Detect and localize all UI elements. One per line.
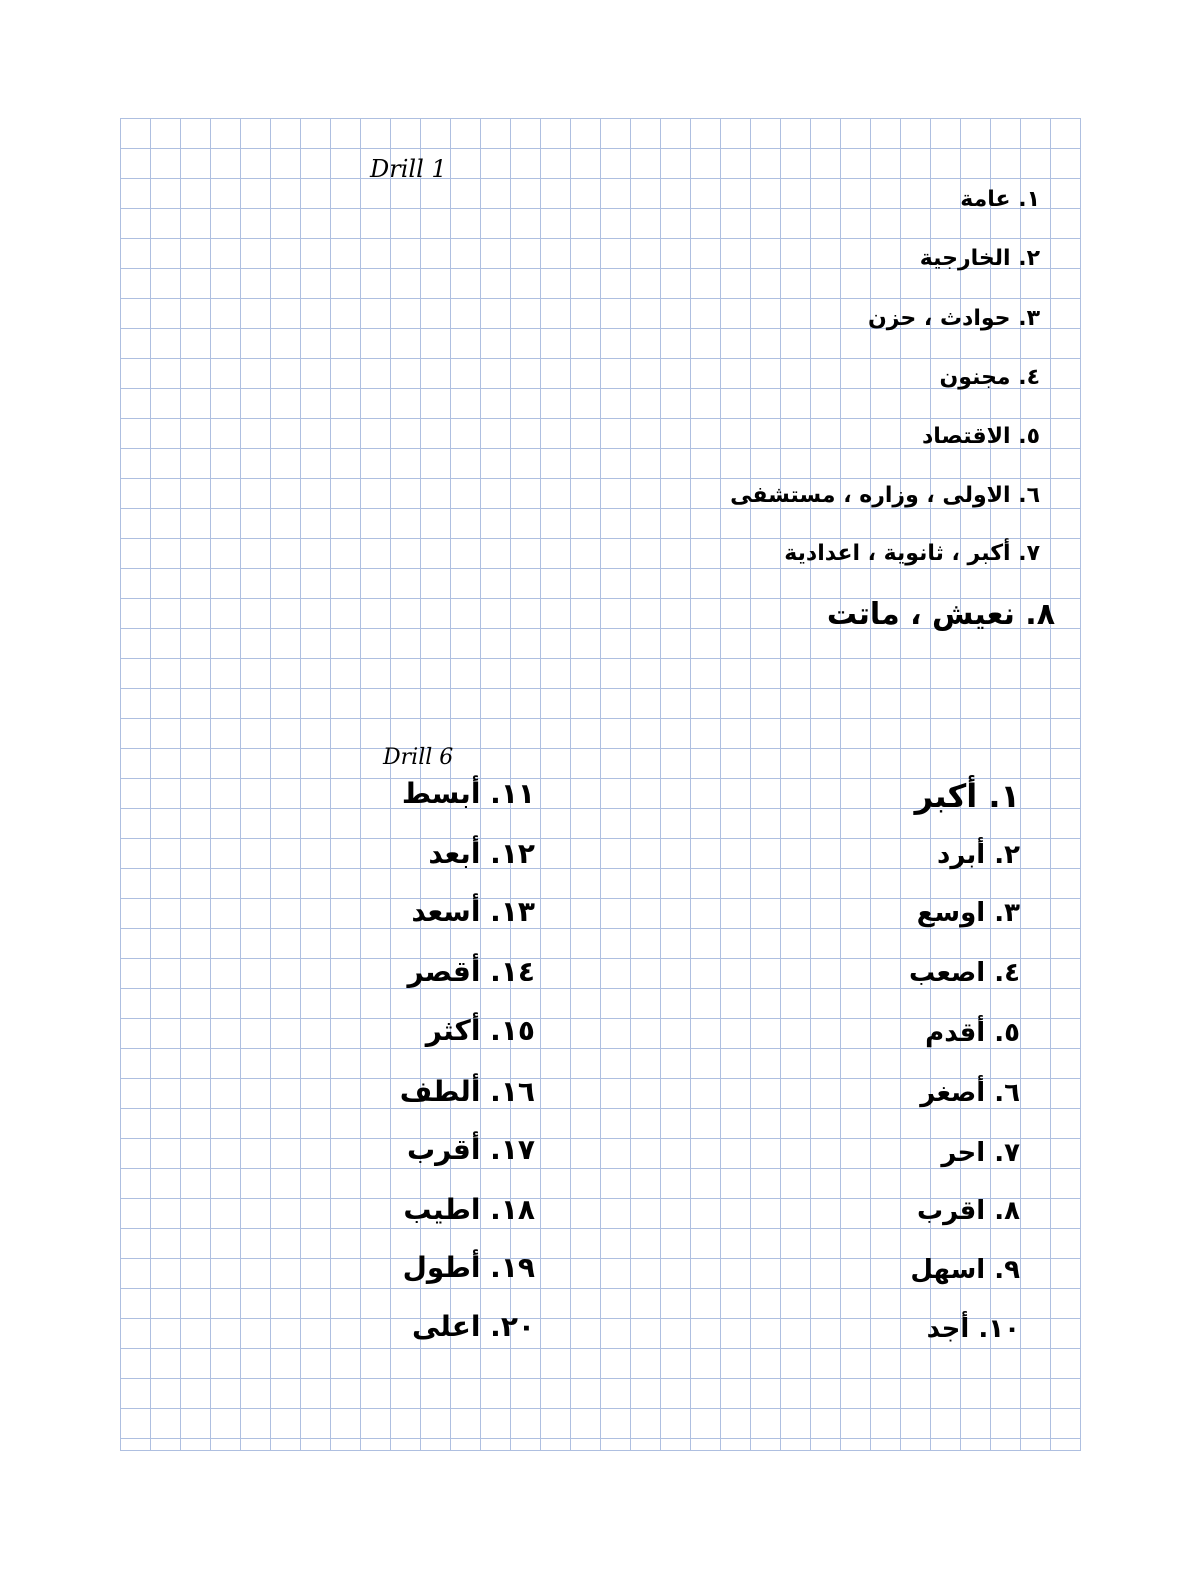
drill-6-item: ١٣. أسعد xyxy=(411,895,535,928)
drill-6-item: ١٦. ألطف xyxy=(399,1075,535,1108)
drill-1-item: ٣. حوادث ، حزن xyxy=(867,306,1040,331)
drill-6-item: ١٠. أجد xyxy=(926,1314,1020,1344)
drill-6-item: ٤. اصعب xyxy=(908,958,1020,988)
drill-6-item: ٣. اوسع xyxy=(916,898,1020,928)
drill-6-item: ٢. أبرد xyxy=(937,840,1020,870)
drill-6-item: ١٩. أطول xyxy=(402,1251,535,1284)
drill-1-item: ٨. نعيش ، ماتت xyxy=(826,597,1055,632)
drill-6-item: ٨. اقرب xyxy=(916,1196,1020,1226)
drill-1-item: ١. عامة xyxy=(960,187,1040,212)
drill-6-item: ١. أكبر xyxy=(914,777,1020,815)
drill-6-item: ٧. احر xyxy=(941,1138,1020,1168)
drill-6-item: ١٨. اطيب xyxy=(403,1193,535,1226)
drill-6-item: ٦. أصغر xyxy=(920,1078,1020,1108)
drill-1-item: ٧. أكبر ، ثانوية ، اعدادية xyxy=(784,541,1040,566)
drill-1-item: ٢. الخارجية xyxy=(919,246,1040,271)
drill-6-item: ١٤. أقصر xyxy=(407,955,535,988)
drill-6-item: ٢٠. اعلى xyxy=(411,1310,535,1343)
drill-1-item: ٤. مجنون xyxy=(939,365,1040,390)
drill-1-item: ٥. الاقتصاد xyxy=(922,424,1040,449)
drill-6-item: ٩. اسهل xyxy=(910,1255,1020,1285)
drill-1-title: Drill 1 xyxy=(370,155,447,183)
drill-6-title: Drill 6 xyxy=(383,745,454,770)
drill-6-item: ١٥. أكثر xyxy=(425,1014,535,1047)
drill-1-item: ٦. الاولى ، وزاره ، مستشفى xyxy=(730,483,1040,508)
drill-6-item: ١٧. أقرب xyxy=(406,1133,535,1166)
drill-6-item: ٥. أقدم xyxy=(925,1018,1020,1048)
drill-6-item: ١٢. أبعد xyxy=(428,837,535,870)
drill-6-item: ١١. أبسط xyxy=(401,777,535,810)
